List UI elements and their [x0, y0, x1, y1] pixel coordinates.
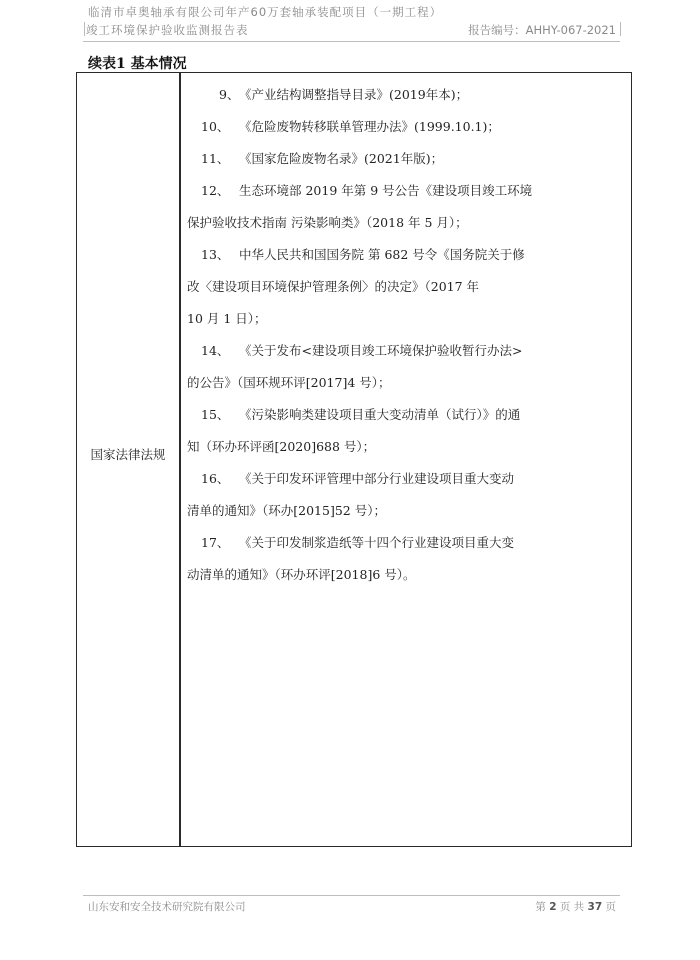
footer-rule	[83, 895, 620, 896]
regulation-item-text: 《关于印发制浆造纸等十四个行业建设项目重大变	[239, 535, 515, 550]
header-project-title: 临清市卓奥轴承有限公司年产60万套轴承装配项目（一期工程）	[88, 5, 443, 19]
regulation-item-number: 15、	[201, 407, 230, 422]
regulation-item-text: 保护验收技术指南 污染影响类》（2018 年 5 月）；	[187, 215, 468, 230]
regulations-list	[179, 73, 631, 846]
regulation-item-text: 10 月 1 日）；	[187, 311, 267, 326]
page-total: 37	[587, 901, 603, 913]
page-suffix: 页	[605, 901, 616, 913]
regulation-item-text: 《关于印发环评管理中部分行业建设项目重大变动	[239, 471, 515, 486]
header-rule	[83, 41, 620, 42]
regulation-item-text: 动清单的通知》（环办环评[2018]6 号）。	[187, 567, 416, 582]
regulation-item-text: 生态环境部 2019 年第 9 号公告《建设项目竣工环境	[239, 183, 533, 198]
regulation-item-text: 《产业结构调整指导目录》(2019年本)；	[239, 87, 469, 102]
header-right-bar	[620, 22, 621, 36]
page-number: 2	[549, 901, 557, 913]
footer-page-indicator	[535, 899, 616, 914]
regulation-item-text: 的公告》（国环规环评[2017]4 号）；	[187, 375, 391, 390]
row-label-national-laws: 国家法律法规	[90, 447, 166, 462]
regulation-item-text: 《污染影响类建设项目重大变动清单（试行）》的通	[239, 407, 521, 422]
regulation-item-text: 《关于发布<建设项目竣工环境保护验收暂行办法>	[239, 343, 523, 358]
regulation-item-text: 中华人民共和国国务院 第 682 号令《国务院关于修	[239, 247, 525, 262]
header-report-type: 竣工环境保护验收监测报告表	[86, 23, 249, 37]
regulation-item-number: 16、	[201, 471, 230, 486]
regulation-item-text: 清单的通知》（环办[2015]52 号）；	[187, 503, 386, 518]
regulation-item-number: 11、	[201, 151, 230, 166]
regulation-item-text: 知（环办环评函[2020]688 号）；	[187, 439, 376, 454]
regulation-item-number: 12、	[201, 183, 230, 198]
footer-company: 山东安和安全技术研究院有限公司	[88, 901, 246, 913]
regulation-item-text: 《危险废物转移联单管理办法》(1999.10.1)；	[239, 119, 500, 134]
regulation-item-text: 《国家危险废物名录》(2021年版)；	[239, 151, 444, 166]
basic-info-table	[76, 72, 632, 847]
regulation-item-text: 改〈建设项目环境保护管理条例〉的决定》（2017 年	[187, 279, 480, 294]
regulation-item-number: 10、	[201, 119, 230, 134]
header-report-number: 报告编号：AHHY-067-2021	[468, 23, 616, 37]
regulation-item-number: 17、	[201, 535, 230, 550]
section-title: 续表1 基本情况	[88, 56, 187, 72]
regulation-item-number: 14、	[201, 343, 230, 358]
regulation-item-number: 13、	[201, 247, 230, 262]
page-prefix: 第	[535, 901, 546, 913]
header-left-bar	[84, 22, 85, 36]
regulation-item-number: 9、	[219, 87, 240, 102]
page-mid: 页 共	[559, 901, 585, 913]
